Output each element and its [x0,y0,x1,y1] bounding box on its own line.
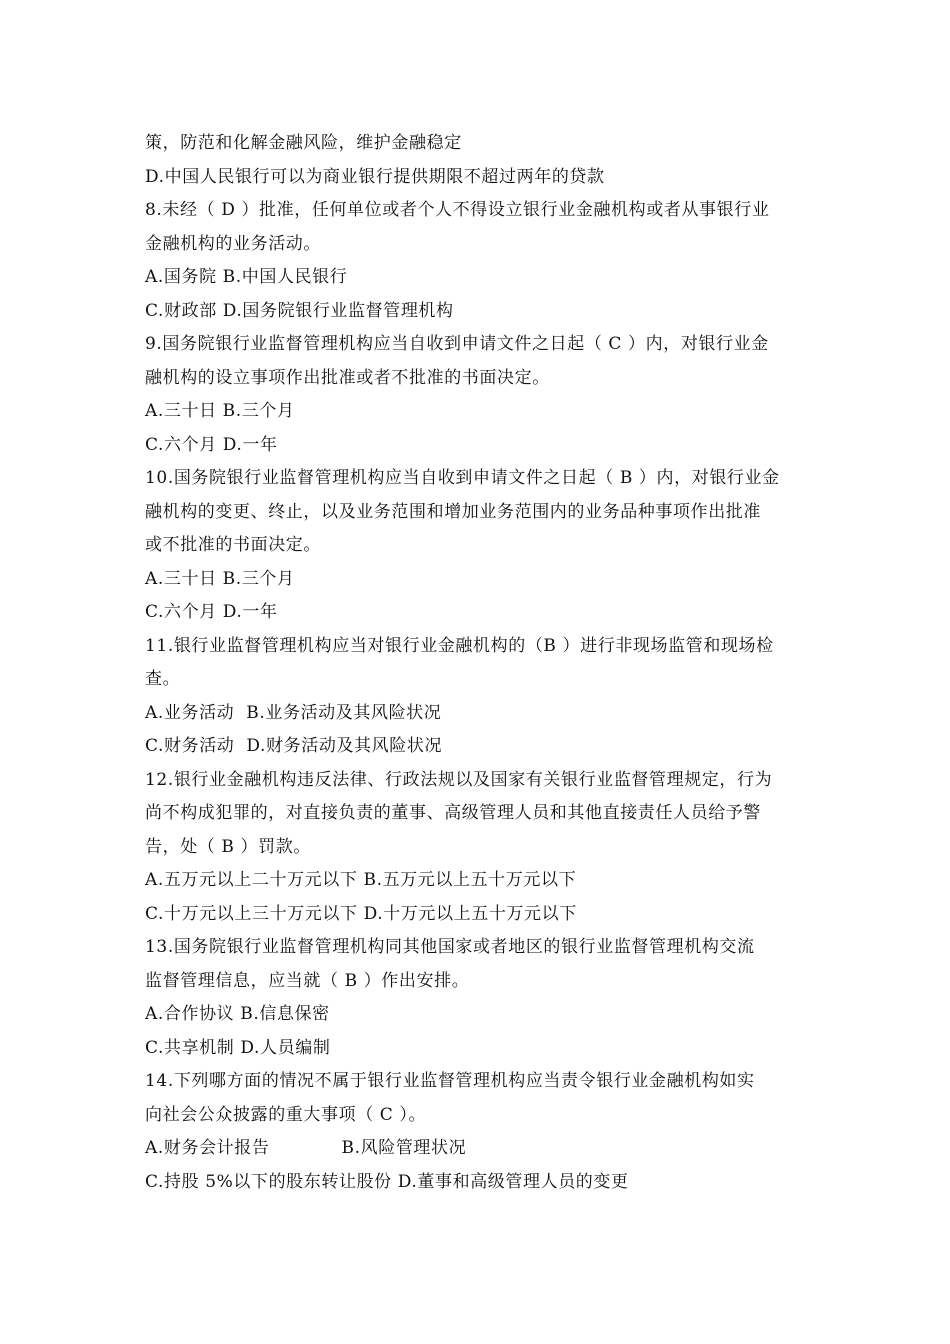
question-8-line: 8.未经（ D ）批准，任何单位或者个人不得设立银行业金融机构或者从事银行业 [145,200,770,220]
option-line: C.十万元以上三十万元以下 D.十万元以上五十万元以下 [145,903,577,924]
option-line: A.财务会计报告 B.风险管理状况 [145,1138,467,1158]
option-line: A.五万元以上二十万元以下 B.五万元以上五十万元以下 [145,870,577,890]
text-line: 监督管理信息，应当就（ B ）作出安排。 [145,970,470,991]
option-line: A.国务院 B.中国人民银行 [145,267,348,287]
question-12-line: 12.银行业金融机构违反法律、行政法规以及国家有关银行业监督管理规定，行为 [145,769,773,790]
text-line: 策，防范和化解金融风险，维护金融稳定 [145,133,462,153]
question-9-line: 9.国务院银行业监督管理机构应当自收到申请文件之日起（ C ）内，对银行业金 [145,334,769,354]
question-13-line: 13.国务院银行业监督管理机构同其他国家或者地区的银行业监督管理机构交流 [145,937,755,957]
question-11-line: 11.银行业监督管理机构应当对银行业金融机构的（B ）进行非现场监管和现场检 [145,635,774,656]
document-body [145,127,810,1199]
text-line: 告，处（ B ）罚款。 [145,836,311,857]
option-line: A.三十日 B.三个月 [145,568,295,589]
text-line: 向社会公众披露的重大事项（ C ）。 [145,1104,427,1125]
option-line: A.业务活动 B.业务活动及其风险状况 [145,702,442,723]
option-line: A.合作协议 B.信息保密 [145,1004,330,1024]
option-line: C.持股 5%以下的股东转让股份 D.董事和高级管理人员的变更 [145,1171,629,1192]
text-line: 融机构的变更、终止，以及业务范围和增加业务范围内的业务品种事项作出批准 [145,501,761,522]
option-line: C.六个月 D.一年 [145,434,278,455]
text-line: 融机构的设立事项作出批准或者不批准的书面决定。 [145,367,550,388]
text-line: 查。 [145,669,181,689]
text-line: 尚不构成犯罪的，对直接负责的董事、高级管理人员和其他直接责任人员给予警 [145,803,761,823]
option-line: A.三十日 B.三个月 [145,401,295,421]
text-line: 或不批准的书面决定。 [145,535,321,555]
text-line: D.中国人民银行可以为商业银行提供期限不超过两年的贷款 [145,166,605,187]
question-10-line: 10.国务院银行业监督管理机构应当自收到申请文件之日起（ B ）内，对银行业金 [145,468,780,488]
option-line: C.共享机制 D.人员编制 [145,1037,331,1058]
question-14-line: 14.下列哪方面的情况不属于银行业监督管理机构应当责令银行业金融机构如实 [145,1071,755,1091]
option-line: C.六个月 D.一年 [145,602,278,622]
text-line: 金融机构的业务活动。 [145,233,321,254]
option-line: C.财政部 D.国务院银行业监督管理机构 [145,300,454,321]
option-line: C.财务活动 D.财务活动及其风险状况 [145,736,443,756]
